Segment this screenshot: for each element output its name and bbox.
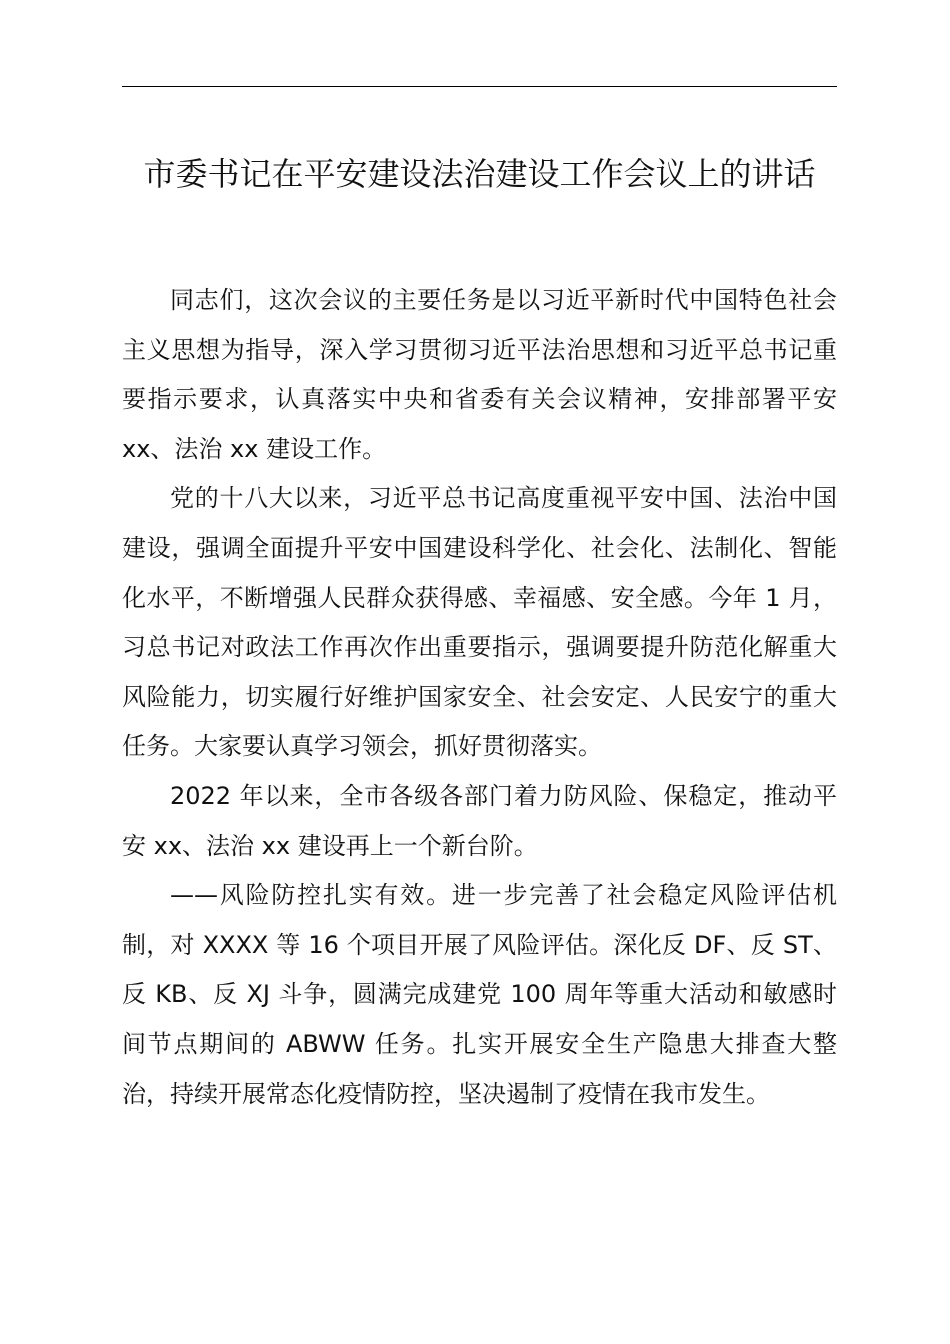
document-body [122, 276, 837, 1119]
header-rule [122, 86, 837, 87]
paragraph: ——风险防控扎实有效。进一步完善了社会稳定风险评估机制，对 XXXX 等 16 个项目开展了风险评估。深化反 DF、反 ST、反 KB、反 XJ 斗争，圆满完成建党 100 周年等重大活动和敏感时间节点期间的 ABWW 任务。扎实开展安全生产隐患大排查大整治，持续开展常态化疫情防控，坚决遏制了疫情在我市发生。 [122, 881, 837, 1108]
paragraph: 党的十八大以来，习近平总书记高度重视平安中国、法治中国建设，强调全面提升平安中国建设科学化、社会化、法制化、智能化水平，不断增强人民群众获得感、幸福感、安全感。今年 1 月，习总书记对政法工作再次作出重要指示，强调要提升防范化解重大风险能力，切实履行好维护国家安全、社会安定、人民安宁的重大任务。大家要认真学习领会，抓好贯彻落实。 [122, 484, 837, 761]
paragraph: 2022 年以来，全市各级各部门着力防风险、保稳定，推动平安 xx、法治 xx 建设再上一个新台阶。 [122, 781, 837, 860]
document-title: 市委书记在平安建设法治建设工作会议上的讲话 [143, 155, 816, 193]
paragraph: 同志们，这次会议的主要任务是以习近平新时代中国特色社会主义思想为指导，深入学习贯彻习近平法治思想和习近平总书记重要指示要求，认真落实中央和省委有关会议精神，安排部署平安 xx、法治 xx 建设工作。 [122, 286, 837, 463]
